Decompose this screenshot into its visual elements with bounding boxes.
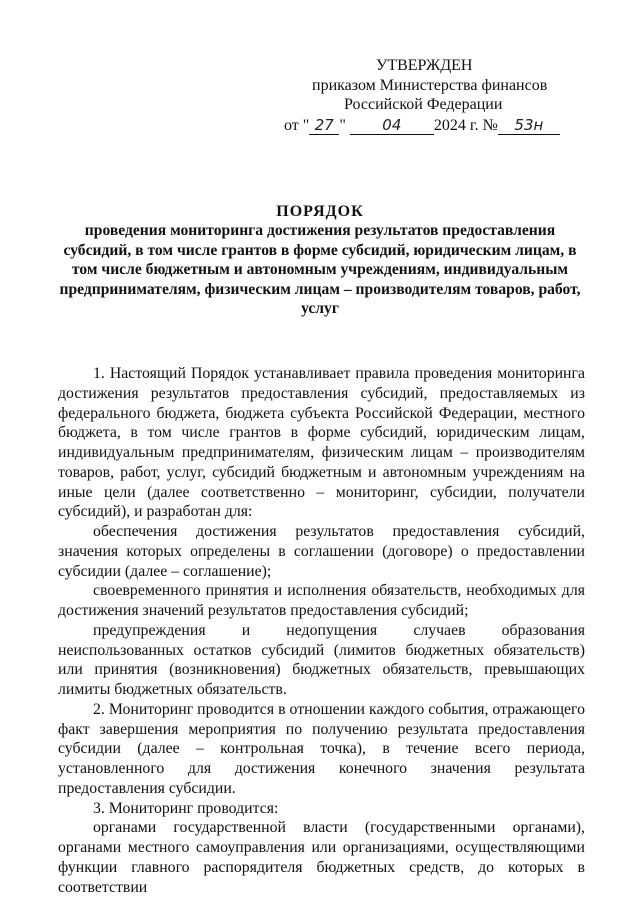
approval-order-line: приказом Министерства финансов — [312, 77, 548, 94]
date-month-field — [350, 117, 434, 135]
date-day-field — [309, 117, 339, 135]
paragraph: 3. Мониторинг проводится: — [93, 799, 279, 817]
date-year: 2024 г. № — [433, 117, 498, 134]
paragraph: 1. Настоящий Порядок устанавливает правила проведения мониторинга достижения результатов предоставления субсидий, предоставляемых из федерального бюджета, бюджета субъекта Российской Федерации, местного бюджета, в том числе грантов в форме субсидий, юридическим лицам, индивидуальным предпринимателям, физическим лицам – производителям товаров, работ, услуг, субсидий бюджетным и автономным учреждениям на иные цели (далее соответственно – мониторинг, субсидии, получатели субсидий), и разработан для: — [58, 365, 585, 521]
document-body — [58, 364, 585, 897]
paragraph: органами государственной власти (государственными органами), органами местного самоуправления или организациями, осуществляющими функции главного распорядителя бюджетных средств, до которых в соответствии — [58, 819, 585, 896]
paragraph: предупреждения и недопущения случаев образования неиспользованных остатков субсидий (лимитов бюджетных обязательств) или принятия (возникновения) бюджетных обязательств, превышающих лимиты бюджетных обязательств. — [58, 621, 585, 698]
date-prefix: от " — [284, 117, 310, 134]
approval-authority-line: Российской Федерации — [344, 96, 503, 113]
paragraph: своевременного принятия и исполнения обязательств, необходимых для достижения значений результатов предоставления субсидий; — [58, 582, 585, 619]
paragraph: обеспечения достижения результатов предоставления субсидий, значения которых определены в соглашении (договоре) о предоставлении субсидии (далее – соглашение); — [58, 523, 585, 580]
approval-date-line — [284, 116, 560, 136]
date-month-handwritten: 04 — [382, 116, 402, 134]
order-number-handwritten: 53н — [514, 116, 544, 134]
document-subtitle: проведения мониторинга достижения результатов предоставления субсидий, в том числе грантов в форме субсидий, юридическим лицам, в том числе бюджетным и автономным учреждениям, индивидуальным предпринимателям, физическим лицам – производителям товаров, работ, услуг — [59, 222, 581, 318]
date-day-handwritten: 27 — [314, 116, 334, 134]
document-title: ПОРЯДОК — [276, 203, 364, 220]
paragraph: 2. Мониторинг проводится в отношении каждого события, отражающего факт завершения мероприятия по получению результата предоставления субсидии (далее – контрольная точка), в течение всего периода, установленного для достижения конечного значения результата предоставления субсидии. — [58, 700, 585, 797]
date-quote-close: " — [339, 117, 346, 134]
approval-title: УТВЕРЖДЕН — [376, 57, 473, 74]
order-number-field — [498, 117, 560, 135]
